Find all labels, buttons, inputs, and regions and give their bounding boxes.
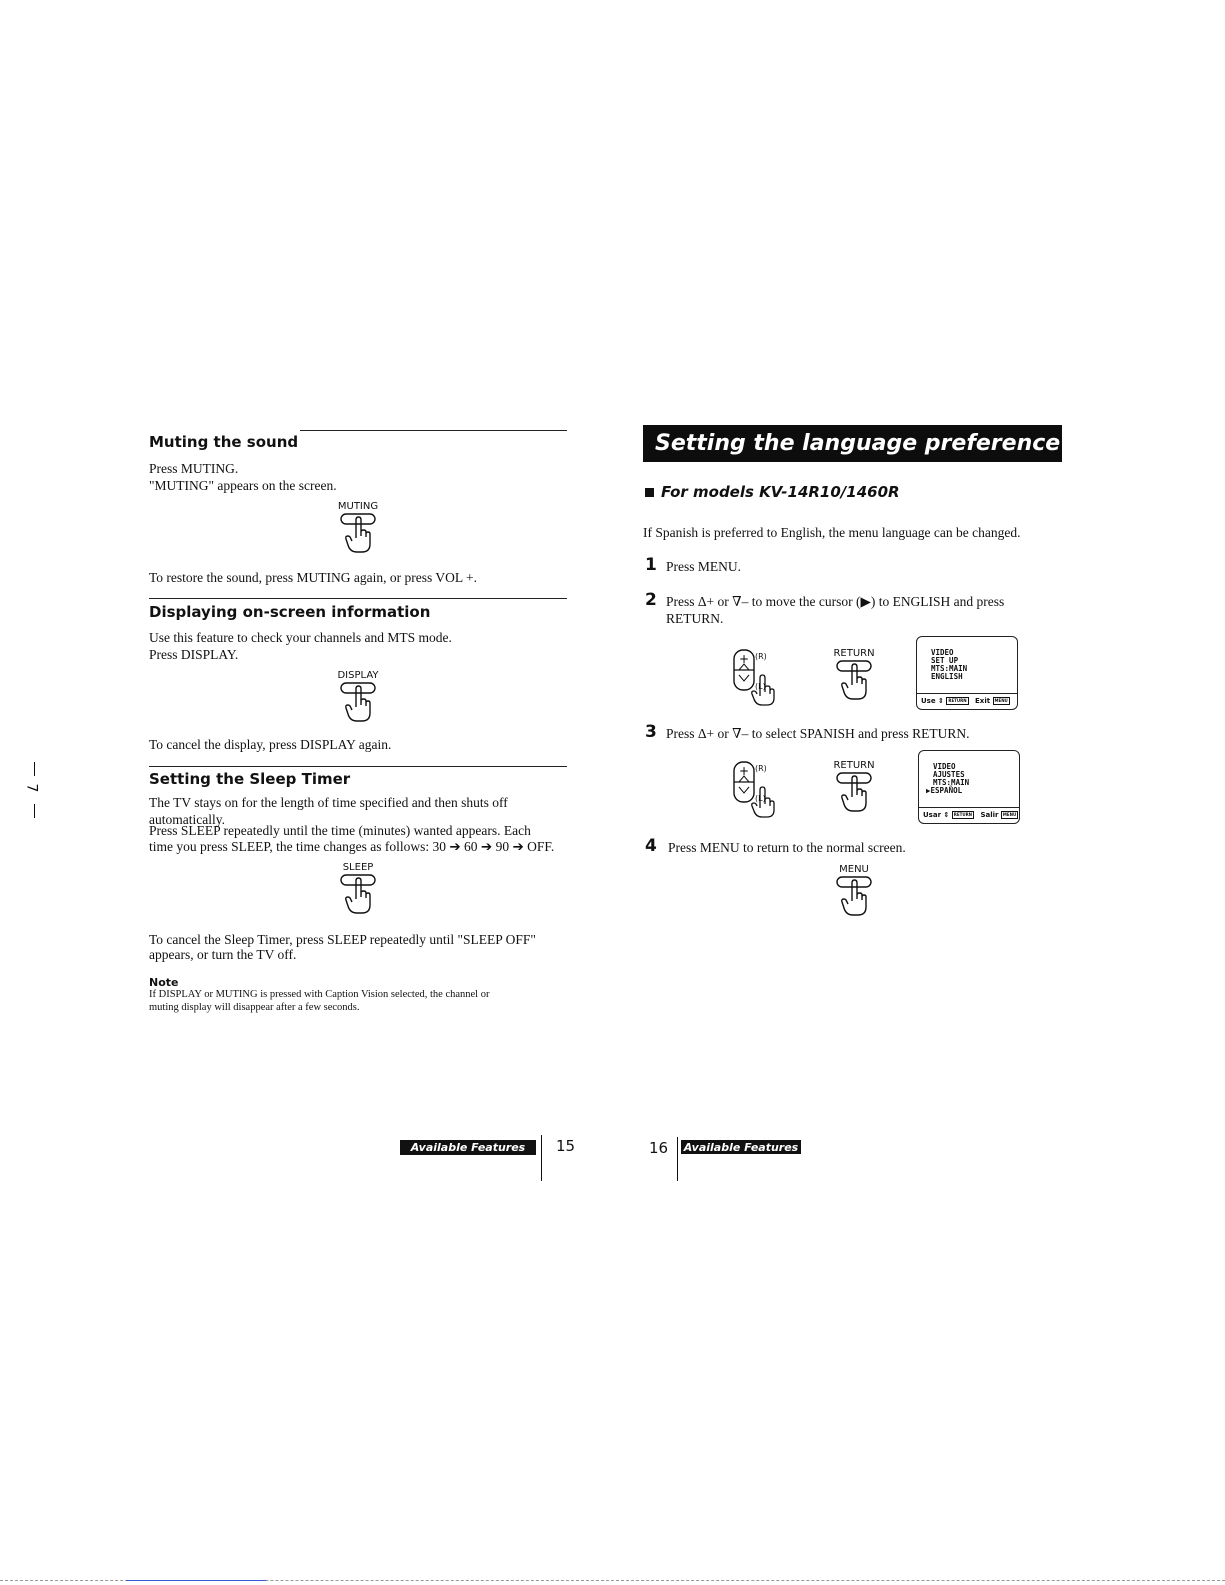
sleep-line4: time you press SLEEP, the time changes as follows: 30 ➔ 60 ➔ 90 ➔ OFF. <box>149 839 555 854</box>
footer-section-tab: Available Features <box>400 1140 536 1155</box>
margin-tick <box>34 762 35 776</box>
display-line1: Use this feature to check your channels and MTS mode. <box>149 630 452 645</box>
return-press-hand-icon <box>835 659 873 703</box>
display-heading: Displaying on-screen information <box>149 603 431 621</box>
osd-line: VIDEO <box>931 648 954 657</box>
sleep-cancel-line1: To cancel the Sleep Timer, press SLEEP repeatedly until "SLEEP OFF" <box>149 932 536 947</box>
step-text: Press Δ+ or ∇– to select SPANISH and press RETURN. <box>666 726 970 741</box>
sleep-line1: The TV stays on for the length of time specified and then shuts off <box>149 795 508 810</box>
return-button-label: RETURN <box>833 648 875 659</box>
osd-line-selected: ▶ESPAÑOL <box>926 786 963 795</box>
osd-line: MTS:MAIN <box>933 778 970 787</box>
display-button-label: DISPLAY <box>337 670 379 681</box>
sleep-press-hand-icon <box>339 873 377 917</box>
sleep-line3: Press SLEEP repeatedly until the time (minutes) wanted appears. Each <box>149 823 531 838</box>
osd-return-key: RETURN <box>953 812 972 817</box>
step-number: 1 <box>645 555 657 575</box>
display-line2: Press DISPLAY. <box>149 647 239 662</box>
osd-use-label: Use <box>921 697 936 705</box>
page-number: 15 <box>556 1137 576 1155</box>
menu-button-label: MENU <box>839 864 869 875</box>
osd-return-key: RETURN <box>948 698 967 703</box>
osd-exit-label: Salir <box>980 811 999 819</box>
osd-use-label: Usar <box>923 811 942 819</box>
sleep-line2: automatically. <box>149 812 225 827</box>
page-number: 16 <box>649 1139 669 1157</box>
square-bullet-icon <box>645 488 654 497</box>
rocker-r-label: (R) <box>755 652 767 661</box>
return-button-label: RETURN <box>833 760 875 771</box>
osd-footer <box>921 697 1010 705</box>
osd-line: MTS:MAIN <box>931 664 968 673</box>
section-banner: Setting the language preference <box>643 425 1062 462</box>
osd-menu-key: MENU <box>1002 812 1017 817</box>
muting-press-hand-icon <box>339 512 377 556</box>
rocker-r-label: (R) <box>755 764 767 773</box>
step-number: 3 <box>645 722 657 742</box>
osd-menu-key: MENU <box>994 698 1008 703</box>
return-press-hand-icon <box>835 771 873 815</box>
intro-text: If Spanish is preferred to English, the menu language can be changed. <box>643 525 1021 540</box>
step-text: Press MENU. <box>666 559 742 574</box>
osd-line: AJUSTES <box>933 770 965 779</box>
note-title: Note <box>149 976 179 989</box>
updown-arrow-icon: ⇕ <box>943 811 950 819</box>
sleep-button-label: SLEEP <box>342 862 374 873</box>
margin-mark: 7 <box>23 783 40 793</box>
updown-arrow-icon: ⇕ <box>938 697 944 705</box>
section-rule <box>149 766 567 767</box>
osd-line: ENGLISH <box>931 672 963 681</box>
muting-button-label: MUTING <box>337 501 379 512</box>
footer-divider <box>541 1135 542 1181</box>
osd-divider <box>917 693 1017 694</box>
muting-line1: Press MUTING. <box>149 461 239 476</box>
models-subheading: For models KV-14R10/1460R <box>661 483 900 501</box>
osd-exit-label: Exit <box>975 697 991 705</box>
step-number: 2 <box>645 590 657 610</box>
scan-edge-highlight <box>126 1580 266 1581</box>
display-press-hand-icon <box>339 681 377 725</box>
section-rule <box>149 598 567 599</box>
display-cancel-text: To cancel the display, press DISPLAY again. <box>149 737 392 752</box>
osd-menu-english <box>916 636 1018 710</box>
menu-press-hand-icon <box>835 875 873 919</box>
osd-footer <box>923 811 1018 819</box>
svg-text:+: + <box>738 652 750 666</box>
rocker-l-label: (L) <box>755 682 766 691</box>
footer-section-tab: Available Features <box>681 1140 801 1154</box>
sleep-heading: Setting the Sleep Timer <box>149 770 351 788</box>
step-number: 4 <box>645 836 657 856</box>
note-line2: muting display will disappear after a few seconds. <box>149 1002 360 1013</box>
muting-line2: "MUTING" appears on the screen. <box>149 478 337 493</box>
osd-line: VIDEO <box>933 762 956 771</box>
osd-line: SET UP <box>931 656 959 665</box>
margin-tick <box>34 804 35 818</box>
svg-text:+: + <box>738 764 750 778</box>
muting-heading: Muting the sound <box>149 433 299 451</box>
sleep-cancel-line2: appears, or turn the TV off. <box>149 947 297 962</box>
osd-menu-spanish <box>918 750 1020 824</box>
footer-divider <box>677 1137 678 1181</box>
osd-divider <box>919 807 1019 808</box>
step-text-cont: RETURN. <box>666 611 724 626</box>
note-line1: If DISPLAY or MUTING is pressed with Caption Vision selected, the channel or <box>149 989 490 1000</box>
muting-restore-text: To restore the sound, press MUTING again, or press VOL +. <box>149 570 477 585</box>
step-text: Press MENU to return to the normal screen. <box>668 840 906 855</box>
step-text: Press Δ+ or ∇– to move the cursor (▶) to ENGLISH and press <box>666 594 1005 609</box>
rocker-l-label: (L) <box>755 794 766 803</box>
section-rule <box>300 430 567 431</box>
